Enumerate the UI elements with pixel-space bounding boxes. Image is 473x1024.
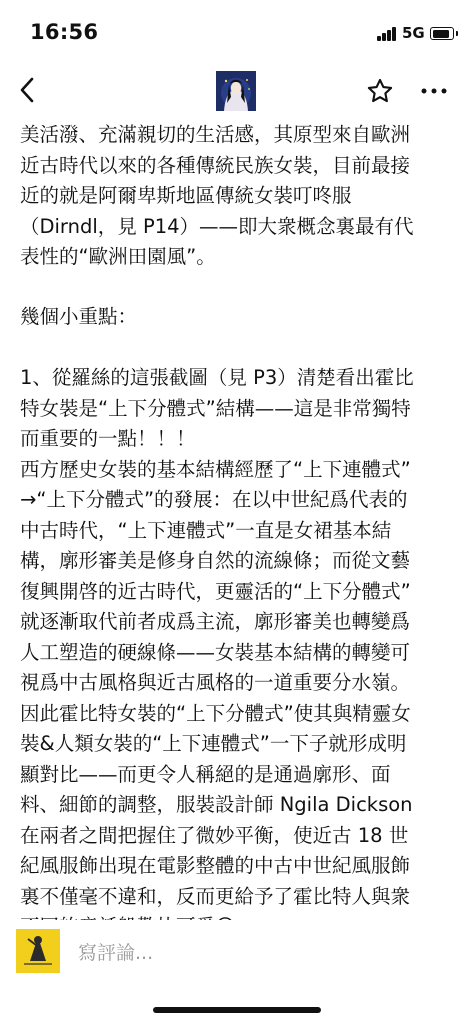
chevron-left-icon <box>19 77 35 103</box>
status-time: 16:56 <box>30 20 99 44</box>
signal-bars-icon <box>377 27 397 41</box>
text-line: 裏不僅毫不違和，反而更給予了霍比特人與衆 <box>20 884 411 908</box>
more-button[interactable] <box>414 73 454 109</box>
star-outline-icon <box>366 77 394 105</box>
network-label: 5G <box>402 24 425 42</box>
text-line: 因此霍比特女裝的“上下分體式”使其與精靈女 <box>20 701 411 725</box>
battery-icon <box>430 27 454 40</box>
text-line: 構，廓形審美是修身自然的流線條；而從文藝 <box>20 549 411 572</box>
text-line: （Dirndl，見 P14）——即大衆概念裏最有代 <box>20 214 414 238</box>
text-line: 紀風服飾出現在電影整體的中古中世紀風服飾 <box>20 854 411 877</box>
text-line: 中古時代，“上下連體式”一直是女裙基本結 <box>20 518 392 542</box>
article-body <box>0 116 473 920</box>
article-paragraph-1 <box>20 120 460 273</box>
user-avatar[interactable] <box>16 929 60 973</box>
text-line: 近古時代以來的各種傳統民族女裝，目前最接 <box>20 153 411 177</box>
text-line: 人工塑造的硬線條——女裝基本結構的轉變可 <box>20 640 411 664</box>
status-bar <box>0 0 473 62</box>
back-button[interactable] <box>10 70 44 110</box>
text-line: 美活潑、充滿親切的生活感，其原型來自歐洲 <box>20 123 411 146</box>
text-line: 裝&人類女裝的“上下連體式”一下子就形成明 <box>20 732 407 755</box>
text-line: 西方歷史女裝的基本結構經歷了“上下連體式” <box>20 457 411 481</box>
text-line: →“上下分體式”的發展：在以中世紀爲代表的 <box>20 488 408 511</box>
article-paragraph-2 <box>20 302 460 333</box>
text-line: 顯對比——而更令人稱絕的是通過廓形、面 <box>20 762 391 786</box>
battery-tip <box>456 31 458 36</box>
comment-bar <box>0 920 473 1024</box>
text-line: 特女裝是“上下分體式”結構——這是非常獨特 <box>20 396 411 420</box>
text-line: 視爲中古風格與近古風格的一道重要分水嶺。 <box>20 671 411 694</box>
text-line: 1、從羅絲的這張截圖（見 P3）清楚看出霍比 <box>20 366 414 389</box>
home-indicator <box>153 1007 321 1013</box>
favorite-button[interactable] <box>362 73 398 109</box>
nav-bar <box>0 62 473 120</box>
article-paragraph-3 <box>20 363 460 943</box>
text-line: 表性的“歐洲田園風”。 <box>20 245 216 268</box>
text-line: 在兩者之間把握住了微妙平衡，使近古 18 世 <box>20 823 409 847</box>
text-line: 近的就是阿爾卑斯地區傳統女裝叮咚服 <box>20 184 352 207</box>
comment-input[interactable]: 寫評論... <box>78 942 154 964</box>
text-line: 而重要的一點！！！ <box>20 427 196 450</box>
text-line: 就逐漸取代前者成爲主流，廓形審美也轉變爲 <box>20 610 411 633</box>
text-line: 復興開啓的近古時代，更靈活的“上下分體式” <box>20 579 411 603</box>
author-avatar[interactable] <box>216 71 256 111</box>
more-dots-icon <box>420 87 448 95</box>
text-line: 料、細節的調整，服裝設計師 Ngila Dickson <box>20 793 413 816</box>
text-line: 幾個小重點： <box>20 305 138 328</box>
